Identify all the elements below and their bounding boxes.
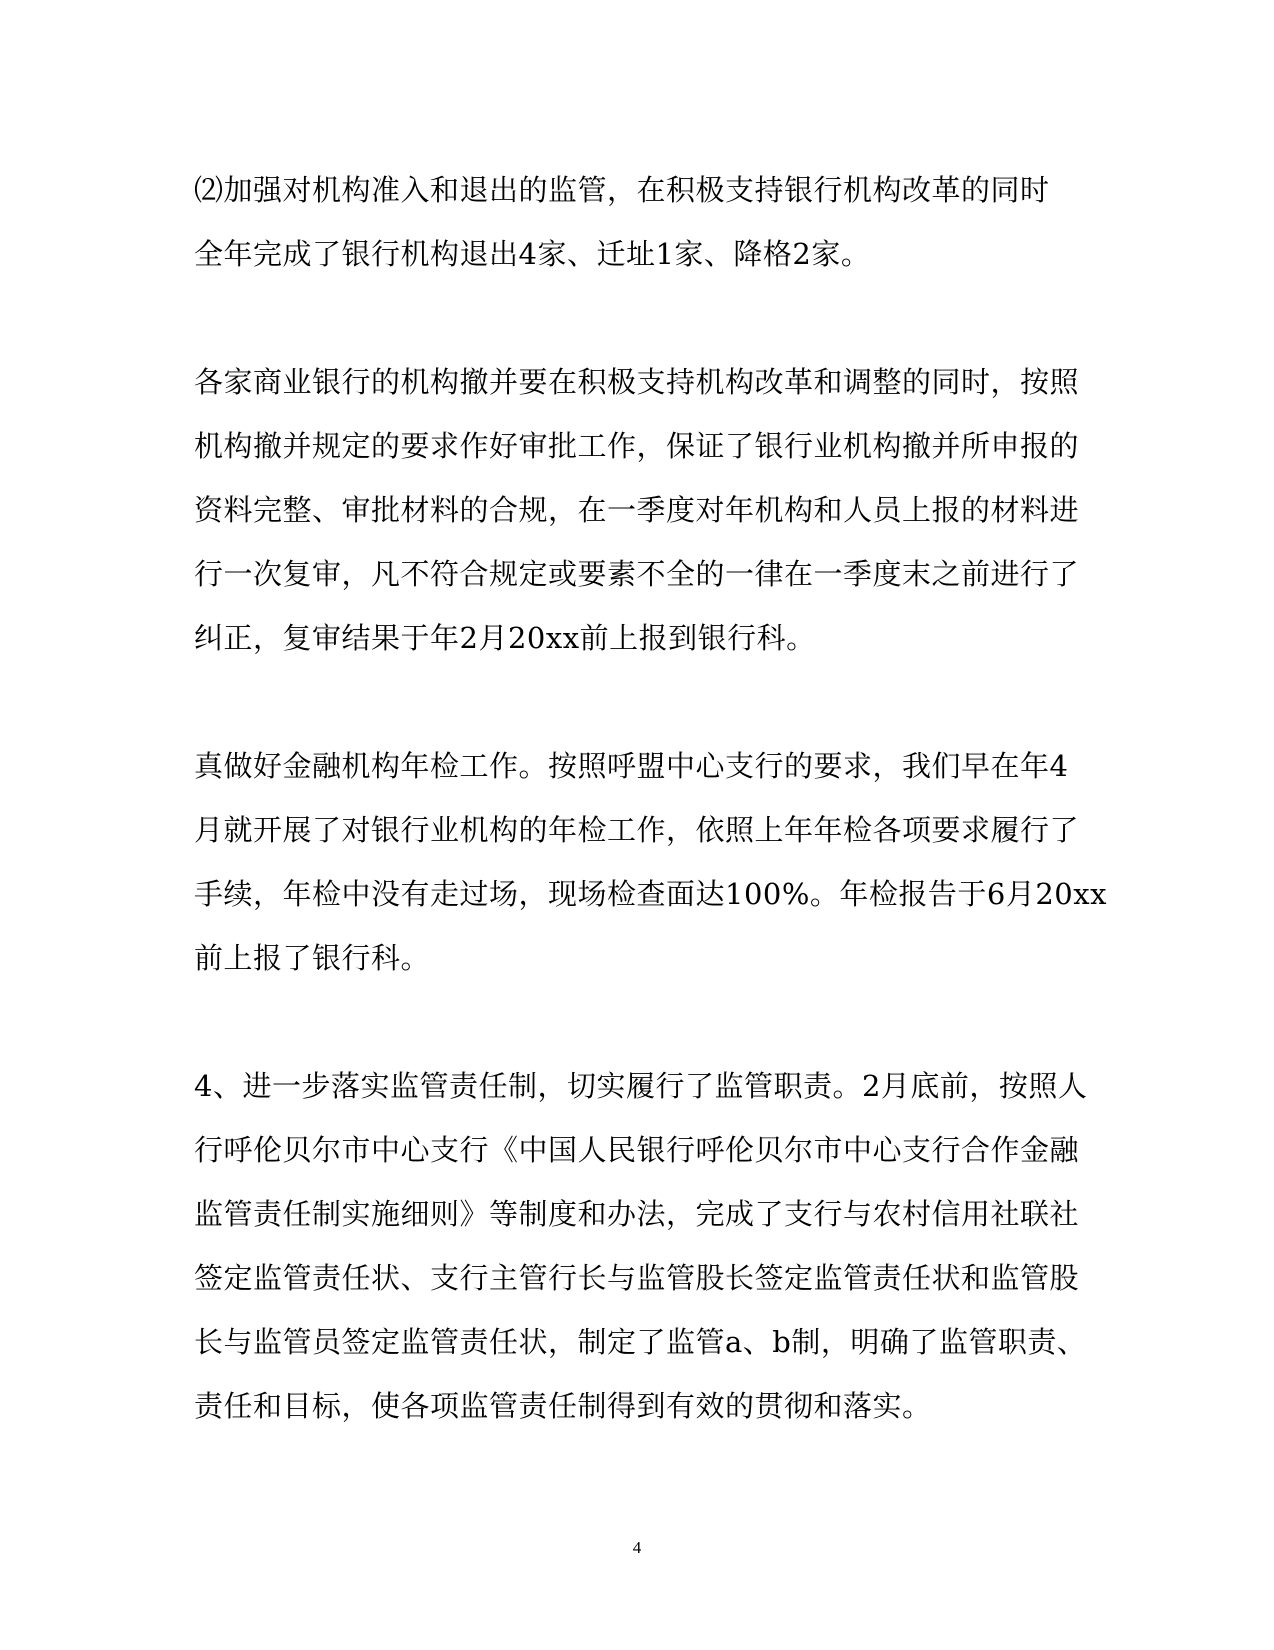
- paragraph-1: [194, 158, 1074, 286]
- text-line: 监管责任制实施细则》等制度和办法，完成了支行与农村信用社联社: [194, 1197, 1080, 1231]
- text-line: 机构撤并规定的要求作好审批工作，保证了银行业机构撤并所申报的: [194, 429, 1080, 463]
- text-line: 长与监管员签定监管责任状，制定了监管a、b制，明确了监管职责、: [194, 1325, 1087, 1359]
- text-line: 全年完成了银行机构退出4家、迁址1家、降格2家。: [194, 237, 871, 271]
- paragraph-4: [194, 1054, 1088, 1438]
- text-line: 资料完整、审批材料的合规，在一季度对年机构和人员上报的材料进: [194, 493, 1080, 527]
- text-line: 行一次复审，凡不符合规定或要素不全的一律在一季度末之前进行了: [194, 557, 1080, 591]
- text-line: 手续，年检中没有走过场，现场检查面达100%。年检报告于6月20xx: [194, 877, 1107, 911]
- text-line: 签定监管责任状、支行主管行长与监管股长签定监管责任状和监管股: [194, 1261, 1080, 1295]
- text-line: 4、进一步落实监管责任制，切实履行了监管职责。2月底前，按照人: [194, 1069, 1088, 1103]
- text-line: 纠正，复审结果于年2月20xx前上报到银行科。: [194, 621, 816, 655]
- text-line: 月就开展了对银行业机构的年检工作，依照上年年检各项要求履行了: [194, 813, 1080, 847]
- text-line: 前上报了银行科。: [194, 941, 431, 975]
- text-line: 真做好金融机构年检工作。按照呼盟中心支行的要求，我们早在年4: [194, 749, 1069, 783]
- paragraph-3: [194, 734, 1107, 990]
- paragraph-2: [194, 350, 1080, 670]
- text-line: 行呼伦贝尔市中心支行《中国人民银行呼伦贝尔市中心支行合作金融: [194, 1133, 1080, 1167]
- text-line: ⑵加强对机构准入和退出的监管，在积极支持银行机构改革的同时: [194, 173, 1050, 207]
- text-line: 责任和目标，使各项监管责任制得到有效的贯彻和落实。: [194, 1389, 932, 1423]
- text-line: 各家商业银行的机构撤并要在积极支持机构改革和调整的同时，按照: [194, 365, 1080, 399]
- document-body: [194, 158, 1107, 1438]
- page-number: 4: [632, 1538, 642, 1557]
